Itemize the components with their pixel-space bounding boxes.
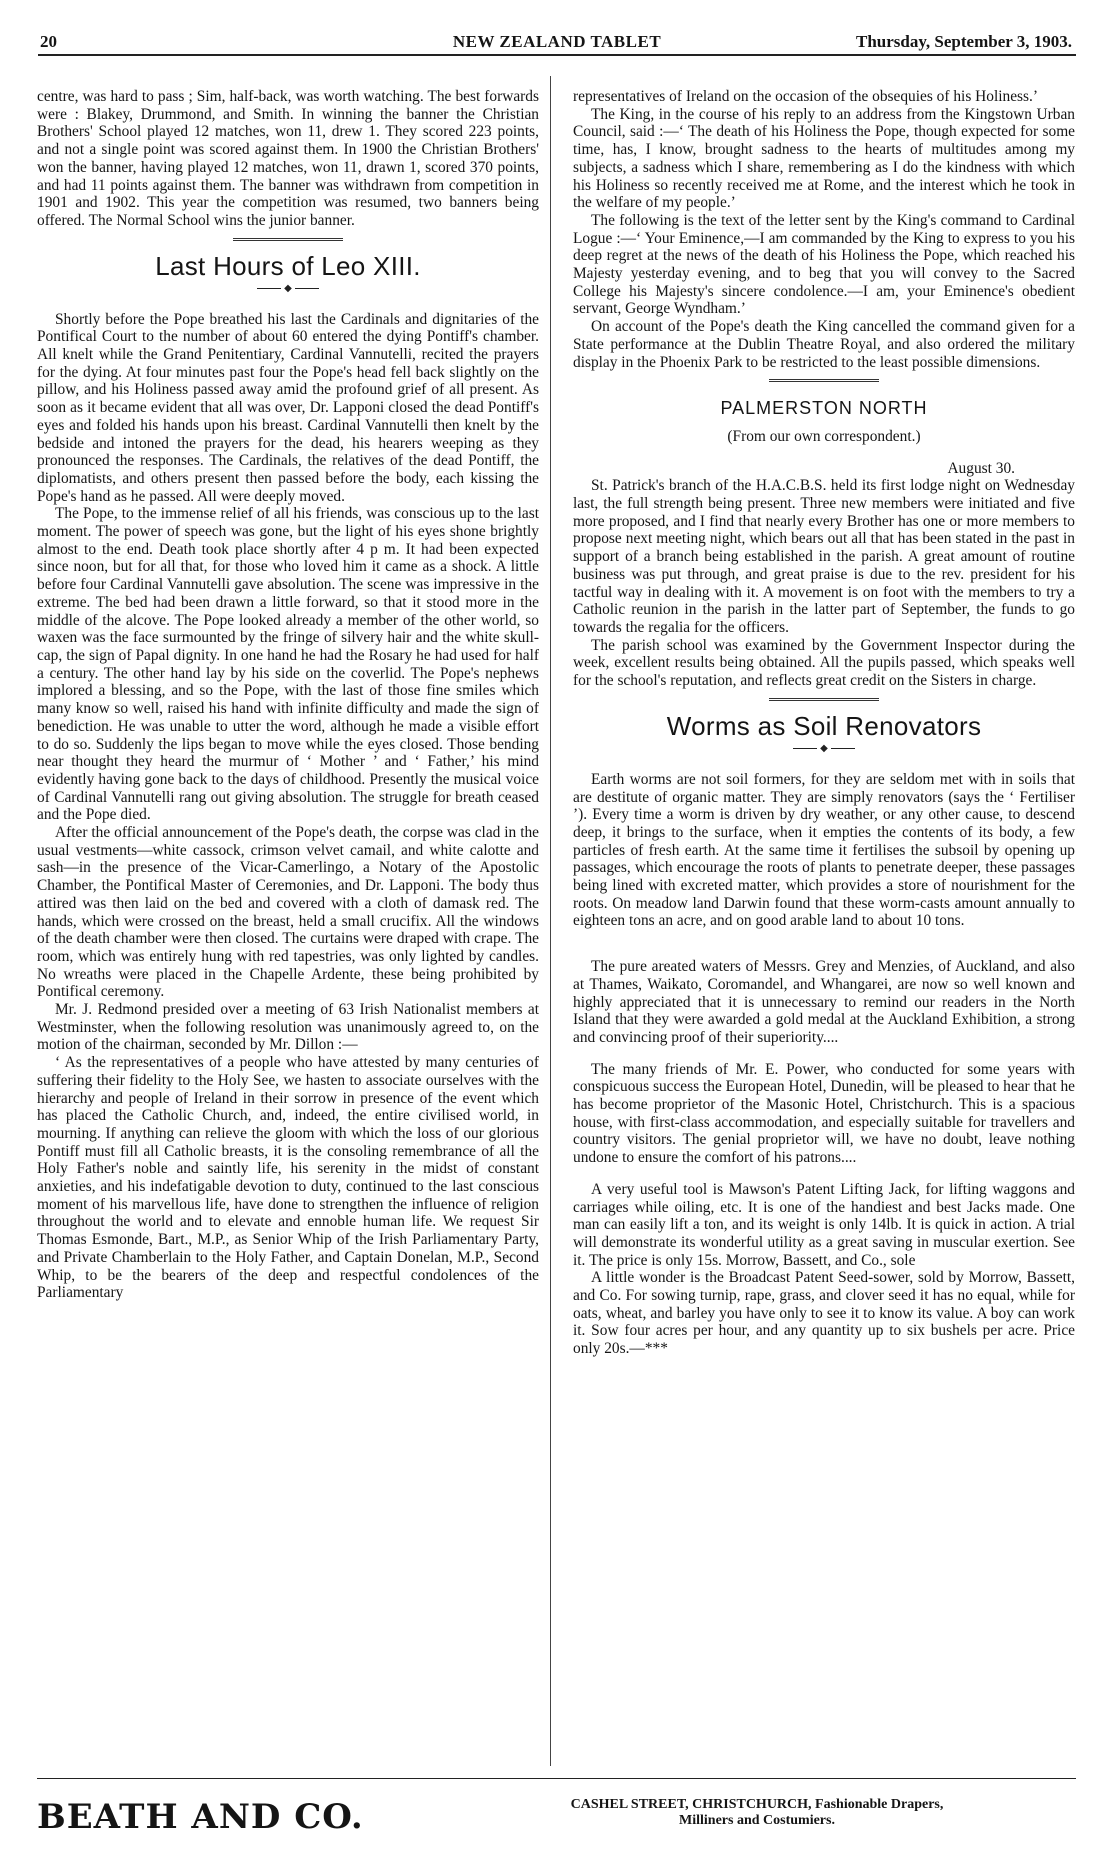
article-continuation: representatives of Ireland on the occasion of the obsequies of his Holiness.’ <box>573 88 1039 105</box>
palmerston-heading: PALMERSTON NORTH <box>720 398 928 419</box>
correspondent-note: (From our own correspondent.) <box>727 427 921 445</box>
notice-paragraph: A very useful tool is Mawson's Patent Lifting Jack, for lifting waggons and carriages while oiling, etc. It is one of the handiest and best Jacks made. One man can easily lift a ton, and its weight is only 14lb. It is quick in action. A trial will demonstrate its wonderful utility as a great saving in muscular exertion. See it. The price is only 15s. Morrow, Bassett, and Co., sole <box>573 1180 1075 1269</box>
article-paragraph: After the official announcement of the Pope's death, the corpse was clad in the usual vestments—white cassock, crimson velvet camail, and white calotte and sash—in the presence of the Vicar-Camerlingo, a Notary of the Apostolic Chamber, the Pontifical Master of Ceremonies, and Dr. Lapponi. The body thus attired was then laid on the bed and covered with a cloth of damask red. The hands, which were crossed on the breast, held a small crucifix. All the windows of the death chamber were then closed. The curtains were draped with crape. The room, which was entirely hung with red tapestries, was only lighted by candles. No wreaths were placed in the Chapelle Ardente, these being prohibited by Pontifical ceremony. <box>37 824 539 1001</box>
article-paragraph: Shortly before the Pope breathed his last the Cardinals and dignitaries of the Pontifical Court to the number of about 60 entered the dying Pontiff's chamber. All knelt while the Grand Penitentiary, Cardinal Vannutelli, recited the prayers for the dying. At four minutes past four the Pope's head fell back slightly on the pillow, and his Holiness passed away amid the profound grief of all present. As soon as it became evident that all was over, Dr. Lapponi closed the dead Pontiff's eyes and folded his hands upon his breast. Cardinal Vannutelli then knelt by the bedside and intoned the prayers for the dead, his hearers weeping as they pronounced the responses. The Cardinals, the relatives of the dead Pontiff, the diplomatists, and others present then passed before the body, each kissing the Pope's hand as he passed. All were deeply moved. <box>37 310 539 505</box>
article-paragraph: The following is the text of the letter sent by the King's command to Cardinal Logue :—‘ Your Eminence,—I am commanded by the King to express to you his deep regret at the news of the death of his Holiness the Pope, which reached his Majesty yesterday evening, and to beg that you will convey to the Sacred College his Majesty's sincere condolence.—I am, your Eminence's obedient servant, George Wyndham.’ <box>573 211 1075 318</box>
article-paragraph: Mr. J. Redmond presided over a meeting of 63 Irish Nationalist members at Westminster, when the following resolution was unanimously agreed to, on the motion of the chairman, seconded by Mr. Dillon :— <box>37 1001 539 1054</box>
article-paragraph: ‘ As the representatives of a people who have attested by many centuries of suffering their fidelity to the Holy See, we hasten to associate ourselves with the hierarchy and people of Ireland in their sorrow in presence of the event which has placed the Catholic Church, and, indeed, the entire civilised world, in mourning. If anything can relieve the gloom with which the loss of our glorious Pontiff must fill all Catholic breasts, it is the consoling remembrance of all the Holy Father's noble and saintly life, his serenity in the midst of constant anxieties, and his indefatigable devotion to duty, continued to the last conscious moment of his marvellous life, have done to strengthen the influence of religion throughout the world and to elevate and ennoble human life. We request Sir Thomas Esmonde, Bart., M.P., as Senior Whip of the Irish Parliamentary Party, and Private Chamberlain to the Holy Father, and Captain Donelan, M.P., Second Whip, to be the bearers of the deep and respectful condolences of the Parliamentary <box>37 1054 539 1302</box>
section-separator <box>769 698 879 701</box>
article-paragraph: The Pope, to the immense relief of all his friends, was conscious up to the last moment. The power of speech was gone, but the light of his eyes shone brightly almost to the end. Death took place shortly after 4 p m. It had been expected since noon, but for all that, for those who loved him it came as a shock. A little before four Cardinal Vannutelli gave absolution. The scene was impressive in the extreme. The bed had been drawn a little forward, so that it stood more in the middle of the alcove. The Pope looked already a member of the other world, so waxen was the face surmounted by the fringe of silvery hair and the white skull-cap, the sign of Papal dignity. In one hand he had the Rosary he had used for half a century. The other hand lay by his side on the coverlid. The Pope's nephews implored a blessing, and so the Pope, with the last of those fine smiles which many know so well, raised his hand with infinite difficulty and made the sign of benediction. He was unable to utter the word, although he made a visible effort to do so. Suddenly the lips began to move while the eyes closed. Those bending near thought they heard the murmur of ‘ Mother ’ and ‘ Father,’ his mind evidently having gone back to the days of childhood. Presently the musical voice of Cardinal Vannutelli rang out giving absolution. The struggle for breath ceased and the Pope died. <box>37 505 539 824</box>
title-ornament: ◆ <box>37 283 539 295</box>
dateline: August 30. <box>947 459 1015 477</box>
title-ornament: ◆ <box>573 743 1075 755</box>
notice-paragraph: The pure areated waters of Messrs. Grey and Menzies, of Auckland, and also at Thames, Waikato, Coromandel, and Whangarei, are now so well known and highly appreciated that it is unnecessary to remind our readers in the North Island that they were awarded a gold medal at the Auckland Exhibition, a strong and convincing proof of their superiority.... <box>573 958 1075 1046</box>
advertisement-footer <box>37 1778 1076 1849</box>
section-separator <box>769 379 879 382</box>
article-paragraph: Earth worms are not soil formers, for they are seldom met with in soils that are destitute of organic matter. They are simply renovators (says the ‘ Fertiliser ’). Every time a worm is driven by dry weather, or any other cause, to descend deep, it brings to the surface, when it empties the contents of its body, a few particles of fresh earth. At the same time it fertilises the subsoil by opening up passages, which encourage the roots of plants to penetrate deeper, these passages being lined with excreted matter, which provides a store of nourishment for the roots. On meadow land Darwin found that these worm-casts amount annually to eighteen tons an acre, and on good arable land to about 10 tons. <box>573 770 1075 930</box>
notice-paragraph: A little wonder is the Broadcast Patent Seed-sower, sold by Morrow, Bassett, and Co. For sowing turnip, rape, grass, and clover seed it has no equal, while for oats, wheat, and barley you have only to see it to know its value. A boy can work it. Sow four acres per hour, and any quantity up to six bushels per acre. Price only 20s.—*** <box>573 1269 1075 1358</box>
article-paragraph: On account of the Pope's death the King cancelled the command given for a State performance at the Dublin Theatre Royal, and also ordered the military display in the Phoenix Park to be restricted to the least possible dimensions. <box>573 318 1075 371</box>
article-title-worms: Worms as Soil Renovators <box>666 710 982 741</box>
football-report-end: centre, was hard to pass ; Sim, half-back, was worth watching. The best forwards were : Blakey, Drummond, and Smith. In winning the banner the Christian Brothers' School played 12 matches, won 11, drew 1. They scored 223 points, and not a single point was scored against them. In 1900 the Christian Brothers' won the banner, having played 12 matches, won 11, drawn 1, scored 370 points, and had 11 points against them. The banner was withdrawn from competition in 1901 and 1902. This year the competition was resumed, two banners being offered. The Normal School wins the junior banner. <box>37 88 539 229</box>
left-column <box>37 88 539 1302</box>
address-line: CASHEL STREET, CHRISTCHURCH, Fashionable Drapers, <box>570 1797 944 1812</box>
issue-date: Thursday, September 3, 1903. <box>856 32 1072 51</box>
news-paragraph: St. Patrick's branch of the H.A.C.B.S. held its first lodge night on Wednesday last, the full strength being present. Three new members were initiated and five more proposed, and I find that nearly every Brother has one or more members to propose next meeting night, which bears out all that has been stated in the past in support of a branch being established in the parish. A great amount of routine business was put through, and great praise is due to the rev. president for his tactful way in dealing with it. A movement is on foot with the members to try a Catholic reunion in the parish in the latter part of September, the funds to go towards the regalia for the officers. <box>573 477 1075 636</box>
section-separator <box>233 238 343 241</box>
advertiser-address <box>477 1797 1037 1829</box>
masthead: NEW ZEALAND TABLET <box>452 32 662 51</box>
news-paragraph: The parish school was examined by the Government Inspector during the week, excellent results being obtained. All the pupils passed, which speaks well for the school's reputation, and reflects great credit on the Sisters in charge. <box>573 636 1075 690</box>
article-paragraph: The King, in the course of his reply to an address from the Kingstown Urban Council, said :—‘ The death of his Holiness the Pope, though expected for some time, has, I know, brought sadness to the hearts of multitudes among my subjects, a sadness which I share, remembering as I do the kindness with which his Holiness so recently received me at Rome, and the interest which he took in the welfare of my people.’ <box>573 105 1075 212</box>
advertiser-name: BEATH AND CO. <box>37 1797 364 1837</box>
page-header <box>38 30 1076 56</box>
page-number: 20 <box>40 32 57 51</box>
article-title-leo-xiii: Last Hours of Leo XIII. <box>155 250 421 281</box>
column-divider <box>550 76 551 1766</box>
notice-paragraph: The many friends of Mr. E. Power, who conducted for some years with conspicuous success the European Hotel, Dunedin, will be pleased to hear that he has become proprietor of the Masonic Hotel, Christchurch. This is a spacious house, with first-class accommodation, and especially suitable for travellers and country visitors. The genial proprietor will, we have no doubt, leave nothing undone to ensure the comfort of his patrons.... <box>573 1060 1075 1167</box>
right-column <box>573 88 1075 1358</box>
address-line: Milliners and Costumiers. <box>679 1813 835 1828</box>
